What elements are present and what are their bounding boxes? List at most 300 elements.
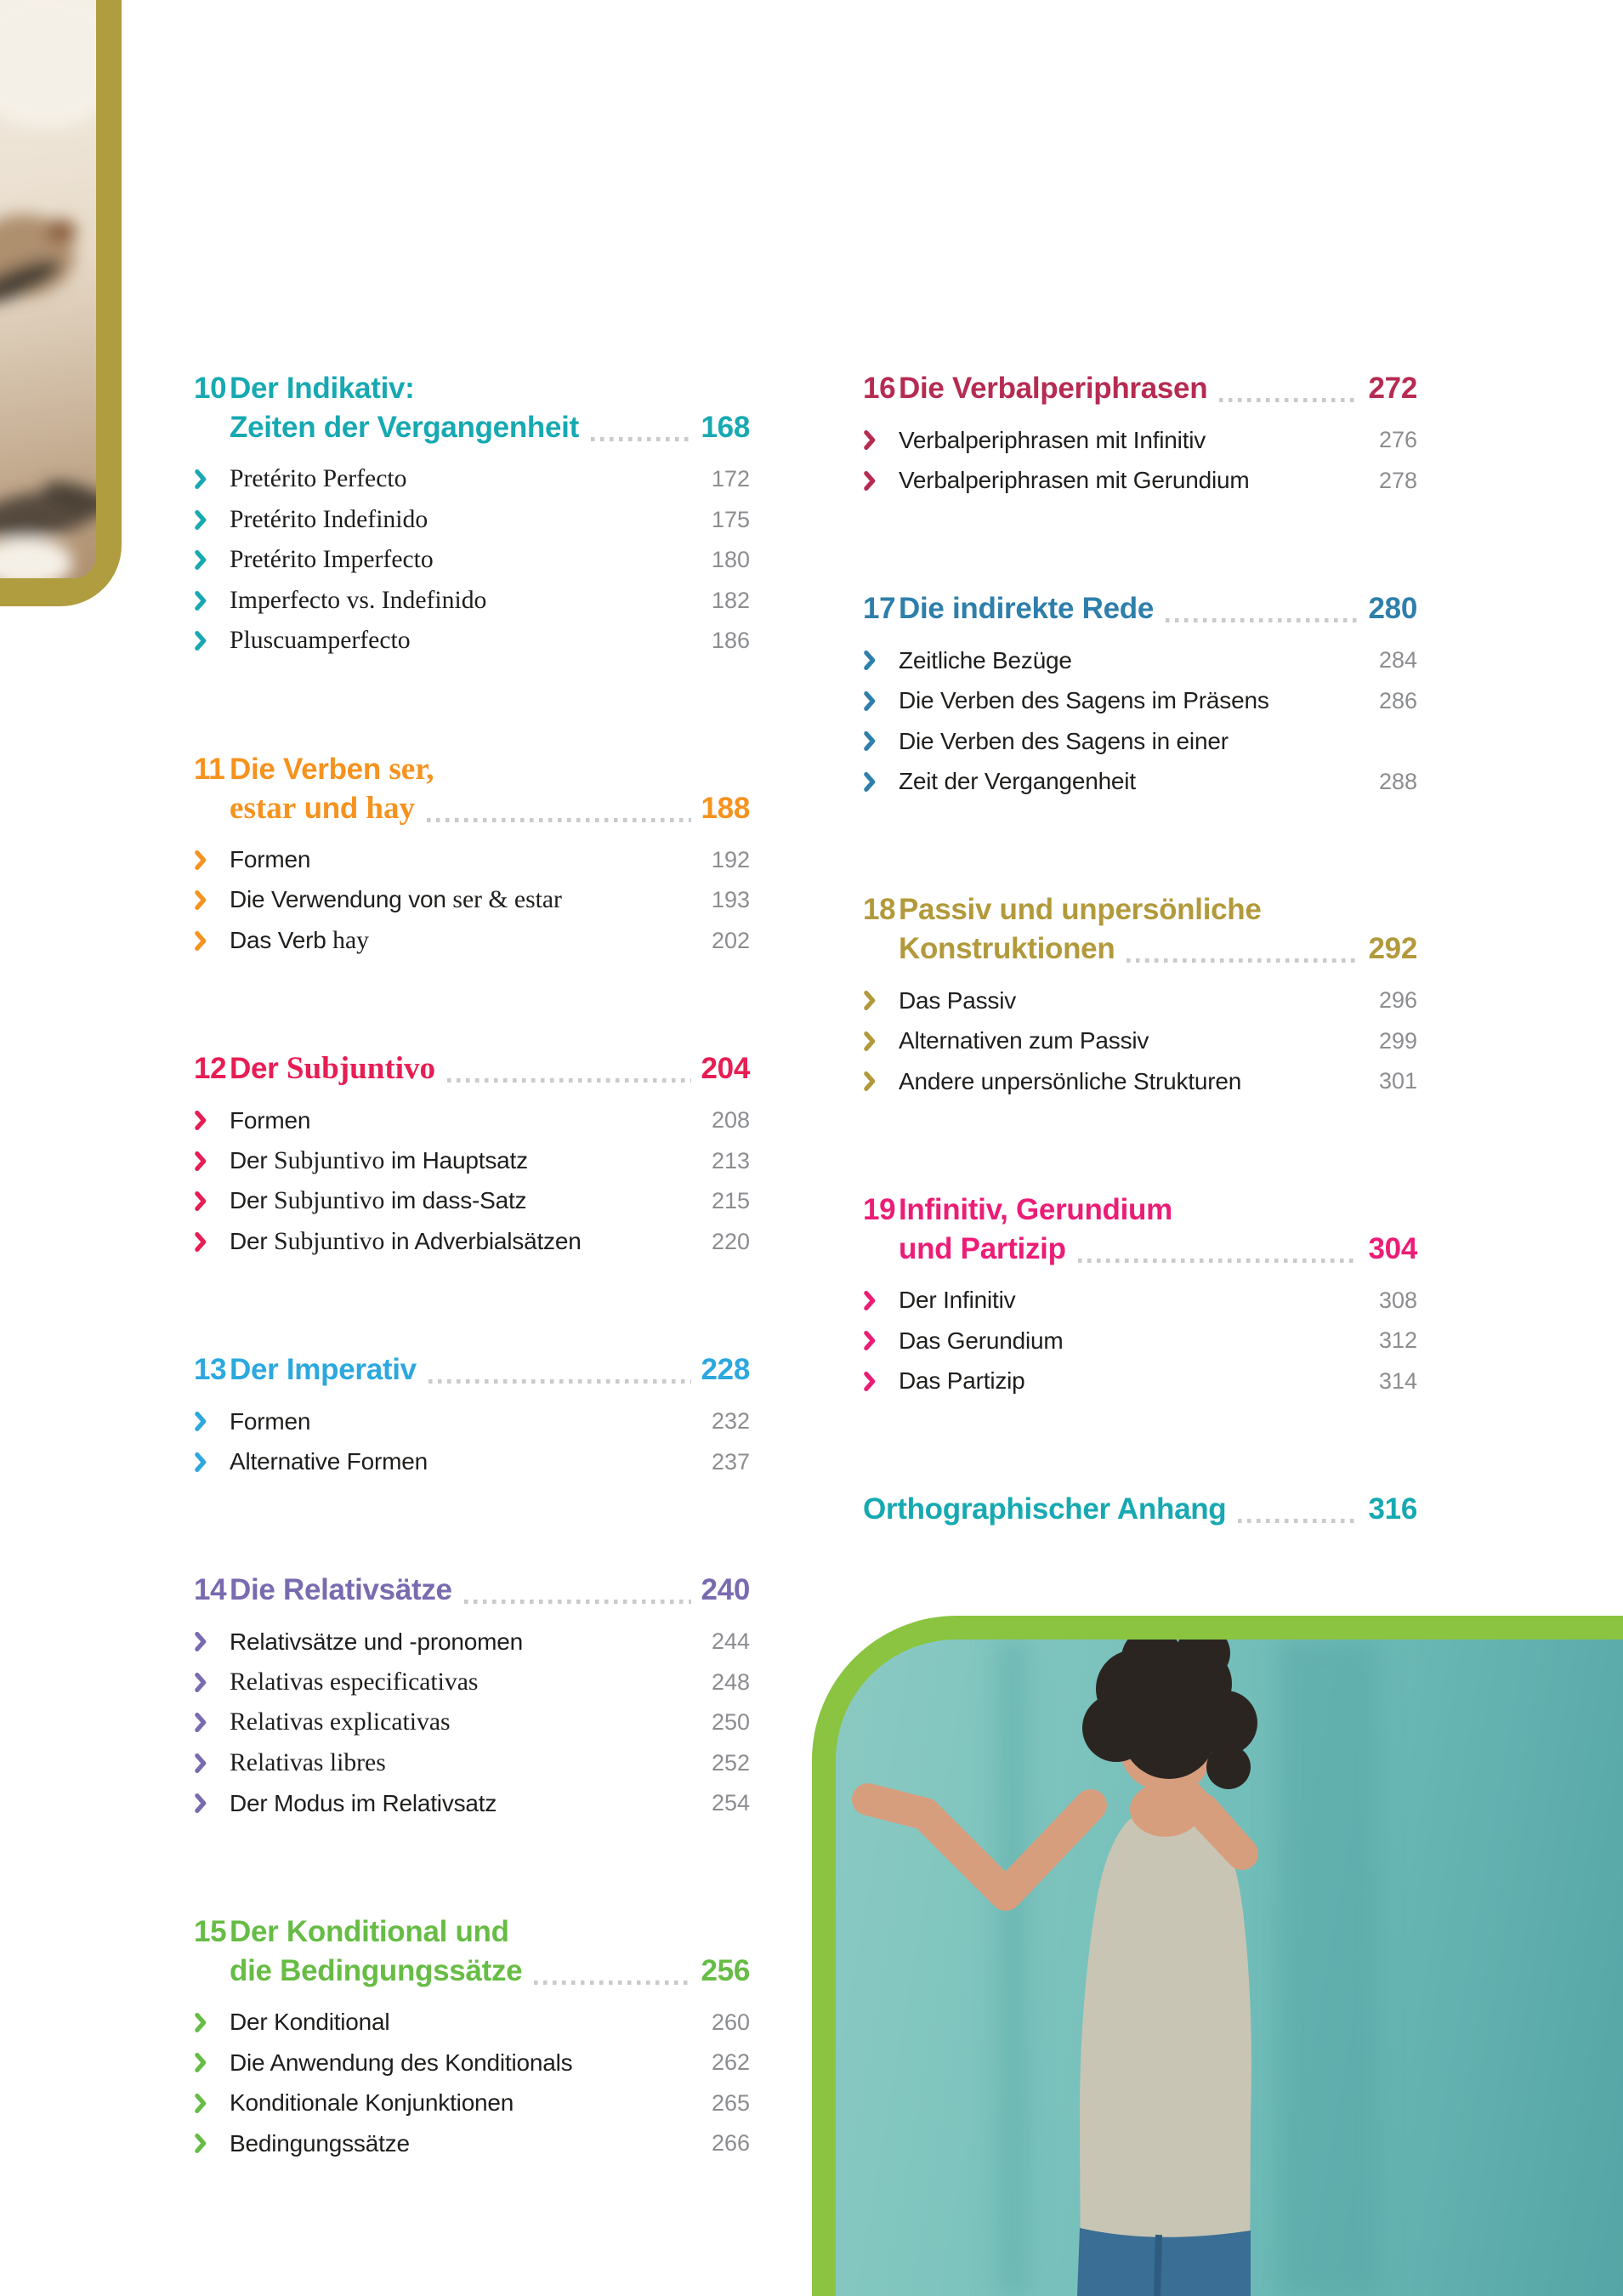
gold-frame: [0, 0, 122, 606]
chapter-page-number: 256: [701, 1953, 750, 1987]
chevron: [194, 510, 230, 530]
chapter-page-number: 316: [1368, 1492, 1417, 1526]
toc-section-11: [194, 750, 750, 962]
chevron-icon: [863, 731, 876, 751]
toc-column-right: [863, 369, 1417, 1617]
chapter-title-text: Die indirekte Rede: [899, 592, 1154, 625]
entry-label-text: Verbalperiphrasen mit Gerundium: [899, 467, 1250, 494]
chapter-number: 19: [863, 1192, 896, 1226]
chapter-title: [899, 369, 1207, 408]
entry-label: [899, 1068, 1379, 1095]
entry-label-text: Pretérito Perfecto: [230, 465, 407, 493]
chevron-icon: [863, 1031, 876, 1051]
chevron: [863, 1071, 899, 1091]
chevron: [863, 1031, 899, 1051]
chapter-title-text: Konstruktionen: [899, 932, 1115, 965]
dotted-leader: [1219, 398, 1358, 402]
entry-label-text: Formen: [230, 1106, 311, 1134]
chevron-icon: [194, 931, 207, 951]
chapter-heading-line: [194, 1049, 750, 1088]
entry-label: [899, 687, 1379, 714]
toc-entry: [194, 880, 750, 921]
toc-entry: [194, 1222, 750, 1263]
chevron-icon: [194, 1793, 207, 1813]
entry-label: [899, 647, 1379, 674]
photo-man-facepalm: [836, 1640, 1623, 2296]
chapter-page-number: 292: [1368, 932, 1417, 965]
toc-section-14: [194, 1571, 750, 1824]
entry-label-text: Der: [230, 1227, 275, 1254]
chevron: [863, 731, 899, 751]
entry-page-number: 220: [711, 1228, 750, 1254]
chevron-icon: [863, 1372, 876, 1391]
chevron-icon: [863, 471, 876, 491]
chevron: [194, 1151, 230, 1171]
entry-label: [230, 2089, 712, 2117]
chapter-title-text: Die Relativsätze: [230, 1573, 452, 1606]
entry-label-text: Pretérito Indefinido: [230, 505, 428, 533]
chevron-icon: [863, 430, 876, 450]
toc-section-10: [194, 369, 750, 662]
chapter-title-text: Subjuntivo: [286, 1051, 436, 1086]
chevron-icon: [194, 2134, 207, 2153]
chapter-heading-line: [194, 1350, 750, 1390]
toc-entry: [194, 1743, 750, 1784]
entry-label: [230, 1107, 712, 1134]
toc-section-12: [194, 1049, 750, 1262]
entry-page-number: 248: [711, 1668, 750, 1695]
chapter-heading-line: [863, 369, 1417, 408]
chevron: [194, 1191, 230, 1211]
chapter-number: 16: [863, 372, 896, 405]
toc-entry: [863, 762, 1417, 803]
entry-label: [230, 506, 712, 534]
chapter-title: [230, 789, 415, 828]
entry-page-number: 308: [1378, 1287, 1417, 1313]
chevron-icon: [194, 1232, 207, 1252]
chapter-number: 14: [194, 1573, 227, 1606]
toc-entry: [863, 1361, 1417, 1402]
chevron: [194, 1673, 230, 1692]
toc-entry-list: [863, 420, 1417, 501]
chevron-icon: [863, 1071, 876, 1091]
entry-label: [899, 728, 1417, 755]
toc-entry: [194, 1442, 750, 1483]
chapter-heading-line: [863, 1490, 1417, 1529]
chevron: [863, 772, 899, 792]
chapter-heading-line: [194, 1571, 750, 1610]
entry-label: [230, 2009, 712, 2036]
entry-page-number: 237: [711, 1448, 750, 1475]
entry-label-text: Der Infinitiv: [899, 1287, 1016, 1314]
entry-label-text: Konditionale Konjunktionen: [230, 2089, 514, 2117]
chevron: [194, 931, 230, 951]
entry-label: [230, 627, 712, 655]
dotted-leader: [534, 1981, 690, 1985]
dotted-leader: [427, 818, 690, 822]
entry-page-number: 288: [1378, 768, 1417, 794]
entry-label: [230, 927, 712, 955]
entry-label-text: Alternative Formen: [230, 1448, 428, 1475]
chevron: [194, 850, 230, 870]
entry-label: [230, 1408, 712, 1435]
entry-label: [230, 2130, 712, 2157]
entry-label-text: Bedingungssätze: [230, 2129, 410, 2157]
chapter-heading-line: [863, 589, 1417, 628]
entry-page-number: 215: [711, 1188, 750, 1214]
entry-page-number: 202: [711, 927, 750, 953]
entry-label-text: Das Partizip: [899, 1367, 1025, 1395]
entry-label-text: im Hauptsatz: [384, 1146, 528, 1174]
chapter-title: [230, 750, 434, 789]
entry-label-text: Die Anwendung des Konditionals: [230, 2049, 573, 2076]
entry-label: [899, 1287, 1379, 1314]
chevron: [194, 1412, 230, 1431]
chevron-icon: [194, 2094, 207, 2113]
entry-label: [230, 1749, 712, 1777]
chapter-title-text: und: [296, 791, 366, 825]
chevron: [194, 2134, 230, 2153]
entry-label-text: ser & estar: [452, 886, 562, 914]
entry-label: [899, 768, 1379, 795]
entry-label-text: Das Verb: [230, 926, 333, 953]
toc-entry: [863, 1061, 1417, 1102]
chevron-icon: [863, 991, 876, 1010]
entry-page-number: 172: [711, 466, 750, 492]
chapter-number: 13: [194, 1353, 227, 1386]
toc-entry: [194, 621, 750, 662]
toc-entry: [863, 980, 1417, 1021]
entry-label-text: Subjuntivo: [274, 1187, 385, 1215]
entry-label: [230, 1448, 712, 1475]
entry-label: [899, 987, 1379, 1014]
toc-entry: [194, 921, 750, 962]
chevron: [863, 1372, 899, 1391]
toc-entry-list: [194, 840, 750, 962]
dotted-leader: [591, 437, 691, 441]
chevron-icon: [194, 1191, 207, 1211]
chapter-page-number: 204: [701, 1052, 750, 1085]
entry-label-text: Der: [230, 1146, 275, 1174]
entry-label-text: Pluscuamperfecto: [230, 627, 411, 655]
entry-page-number: 254: [711, 1790, 750, 1816]
entry-label-text: Relativas libres: [230, 1748, 386, 1776]
chevron-icon: [194, 1713, 207, 1732]
chapter-title: [230, 1571, 452, 1610]
entry-page-number: 296: [1378, 987, 1417, 1014]
chapter-heading-line: [194, 408, 750, 447]
chevron-icon: [863, 1331, 876, 1350]
chapter-title: [230, 1049, 435, 1088]
entry-label: [899, 1027, 1379, 1054]
toc-entry: [194, 1702, 750, 1743]
dotted-leader: [1238, 1519, 1358, 1523]
toc-entry: [194, 2083, 750, 2124]
toc-section-15: [194, 1912, 750, 2164]
toc-column-left: [194, 369, 750, 2253]
chapter-number: 18: [863, 893, 896, 926]
chapter-page-number: 168: [701, 411, 750, 444]
dotted-leader: [428, 1379, 691, 1384]
entry-label: [230, 587, 712, 615]
chevron-icon: [194, 1452, 207, 1472]
entry-label-text: hay: [332, 926, 369, 954]
entry-label: [230, 1790, 712, 1817]
toc-entry: [194, 459, 750, 500]
toc-entry: [863, 640, 1417, 681]
chapter-heading-line: [863, 1230, 1417, 1269]
entry-page-number: 299: [1378, 1027, 1417, 1054]
chevron: [194, 550, 230, 570]
entry-page-number: 278: [1378, 467, 1417, 493]
chapter-heading-line: [194, 1952, 750, 1991]
entry-page-number: 213: [711, 1147, 750, 1174]
chapter-title: [230, 408, 579, 447]
entry-label: [899, 1367, 1379, 1395]
toc-entry: [194, 540, 750, 581]
chevron: [863, 991, 899, 1010]
chapter-number: 12: [194, 1052, 227, 1085]
toc-entry: [194, 2003, 750, 2043]
entry-page-number: 208: [711, 1107, 750, 1134]
entry-page-number: 180: [711, 547, 750, 573]
chevron: [863, 430, 899, 450]
chevron: [194, 591, 230, 611]
entry-page-number: 175: [711, 506, 750, 532]
chapter-title-text: Die Verben: [230, 752, 389, 786]
chevron-icon: [194, 1632, 207, 1651]
chapter-number: 15: [194, 1914, 227, 1948]
entry-label: [230, 846, 712, 873]
entry-label: [230, 2049, 712, 2077]
entry-label-text: Die Verben des Sagens in einer: [899, 727, 1229, 754]
chapter-title-text: Der: [230, 1052, 287, 1085]
chevron: [194, 1713, 230, 1732]
jeans: [1077, 2228, 1251, 2296]
entry-label-text: Das Passiv: [899, 986, 1017, 1014]
toc-entry-list: [194, 2003, 750, 2164]
chevron-icon: [194, 2053, 207, 2072]
chapter-heading-line: [194, 369, 750, 408]
chapter-page-number: 280: [1368, 592, 1417, 625]
chapter-title-text: Zeiten der Vergangenheit: [230, 411, 579, 444]
entry-label: [230, 1187, 712, 1215]
entry-label-text: Der Modus im Relativsatz: [230, 1789, 497, 1816]
toc-entry: [194, 1401, 750, 1442]
chapter-heading-line: [863, 1191, 1417, 1230]
entry-page-number: 266: [711, 2130, 750, 2157]
chapter-title: [899, 929, 1115, 969]
entry-page-number: 284: [1378, 647, 1417, 673]
chapter-page-number: 240: [701, 1573, 750, 1606]
photo-fragment-top-left: [0, 0, 96, 578]
entry-label-text: Der: [230, 1187, 275, 1214]
chapter-title-text: Die Verbalperiphrasen: [899, 372, 1208, 405]
chevron-icon: [194, 890, 207, 910]
entry-label-text: in Adverbialsätzen: [384, 1227, 582, 1254]
entry-label-text: Das Gerundium: [899, 1327, 1064, 1354]
toc-entry-list: [194, 1401, 750, 1482]
toc-entry: [863, 1321, 1417, 1361]
entry-page-number: 276: [1378, 427, 1417, 453]
toc-entry-list: [194, 1622, 750, 1824]
chapter-title-text: die Bedingungssätze: [230, 1953, 523, 1987]
entry-page-number: 312: [1378, 1327, 1417, 1354]
toc-entry: [194, 500, 750, 541]
pointing-arm: [868, 1799, 1091, 1895]
entry-label-text: Relativas especificativas: [230, 1668, 479, 1696]
entry-label: [899, 1327, 1379, 1355]
toc-section-18: [863, 890, 1417, 1102]
entry-page-number: 262: [711, 2049, 750, 2076]
entry-label: [230, 1628, 712, 1656]
entry-page-number: 186: [711, 628, 750, 654]
entry-page-number: 182: [711, 587, 750, 613]
entry-label-text: Subjuntivo: [274, 1227, 385, 1255]
toc-entry-list: [863, 1281, 1417, 1402]
toc-entry: [863, 420, 1417, 461]
entry-page-number: 252: [711, 1749, 750, 1776]
chevron-icon: [194, 1753, 207, 1773]
chapter-page-number: 228: [701, 1353, 750, 1386]
chapter-title: [863, 1490, 1226, 1529]
toc-entry: [194, 1181, 750, 1222]
chapter-title-text: Der Konditional und: [230, 1914, 509, 1948]
chevron: [194, 469, 230, 489]
entry-label: [230, 1668, 712, 1696]
chapter-title-text: ser,: [389, 751, 434, 787]
entry-label-text: Zeitliche Bezüge: [899, 646, 1072, 673]
chapter-heading-line: [194, 1912, 750, 1952]
entry-label-text: Formen: [230, 1407, 311, 1435]
chapter-heading-line: [863, 929, 1417, 969]
chapter-heading-line: [194, 789, 750, 828]
dotted-leader: [447, 1078, 690, 1083]
entry-label-text: Die Verwendung von: [230, 886, 453, 913]
curly-hair: [1082, 1640, 1257, 1789]
toc-entry: [863, 721, 1417, 762]
chapter-title: [899, 1230, 1066, 1269]
chevron: [194, 1232, 230, 1252]
chevron: [194, 1111, 230, 1130]
entry-label: [230, 1228, 712, 1256]
entry-page-number: 193: [711, 887, 750, 913]
toc-entry: [194, 1622, 750, 1662]
dotted-leader: [1078, 1259, 1359, 1263]
chapter-heading-line: [863, 890, 1417, 929]
toc-section-anhang: [863, 1490, 1417, 1529]
chevron-icon: [194, 2013, 207, 2032]
chevron-icon: [194, 510, 207, 530]
entry-page-number: 265: [711, 2089, 750, 2116]
entry-label-text: Formen: [230, 846, 311, 873]
toc-section-19: [863, 1191, 1417, 1402]
entry-label-text: Der Konditional: [230, 2009, 390, 2036]
chevron: [194, 890, 230, 910]
entry-label-text: Relativsätze und -pronomen: [230, 1628, 523, 1655]
entry-label-text: im dass-Satz: [384, 1187, 527, 1214]
entry-page-number: 260: [711, 2009, 750, 2035]
entry-label-text: Andere unpersönliche Strukturen: [899, 1067, 1242, 1094]
chevron: [194, 631, 230, 651]
chapter-title-text: Der Imperativ: [230, 1353, 417, 1386]
entry-page-number: 286: [1378, 687, 1417, 713]
entry-label-text: Pretérito Imperfecto: [230, 546, 434, 574]
toc-entry: [194, 1141, 750, 1182]
chapter-number: 10: [194, 372, 227, 405]
chapter-title-text: Orthographischer Anhang: [863, 1492, 1227, 1526]
chevron: [863, 1331, 899, 1350]
entry-page-number: 250: [711, 1709, 750, 1736]
chevron: [194, 1753, 230, 1773]
toc-entry: [194, 2043, 750, 2083]
chapter-title-text: estar: [230, 790, 297, 826]
chapter-title-text: und Partizip: [899, 1231, 1066, 1265]
entry-label: [230, 1147, 712, 1175]
entry-label: [899, 427, 1379, 454]
chevron: [194, 2013, 230, 2032]
toc-entry: [194, 1100, 750, 1141]
entry-label: [230, 465, 712, 493]
chapter-title: [899, 1191, 1172, 1230]
toc-entry: [194, 2123, 750, 2164]
chapter-title: [230, 369, 415, 408]
toc-entry-list: [194, 1100, 750, 1262]
chevron: [863, 471, 899, 491]
chevron-icon: [194, 1151, 207, 1171]
chapter-title-text: Der Indikativ:: [230, 372, 415, 405]
toc-entry-list: [194, 459, 750, 662]
chevron-icon: [194, 631, 207, 651]
toc-entry: [194, 1662, 750, 1703]
toc-section-17: [863, 589, 1417, 802]
entry-page-number: 232: [711, 1408, 750, 1435]
entry-label: [230, 886, 712, 914]
toc-section-13: [194, 1350, 750, 1482]
chapter-title-text: Passiv und unpersönliche: [899, 893, 1262, 926]
chapter-title: [899, 890, 1262, 929]
toc-entry: [863, 461, 1417, 502]
chapter-page-number: 304: [1368, 1231, 1417, 1265]
chapter-heading-line: [194, 750, 750, 789]
chapter-number: 17: [863, 592, 896, 625]
entry-label: [899, 467, 1379, 494]
chapter-title: [899, 589, 1154, 628]
chevron: [863, 691, 899, 711]
dotted-leader: [1126, 958, 1358, 963]
toc-entry: [863, 1021, 1417, 1062]
chevron: [194, 1793, 230, 1813]
chevron-icon: [194, 850, 207, 870]
chapter-number: 11: [194, 752, 225, 786]
chevron-icon: [863, 1291, 876, 1310]
toc-entry: [863, 1281, 1417, 1321]
chevron-icon: [863, 691, 876, 711]
dotted-leader: [464, 1600, 691, 1604]
chapter-title: [230, 1952, 522, 1991]
chevron: [863, 1291, 899, 1310]
entry-label-text: Zeit der Vergangenheit: [899, 768, 1136, 795]
entry-page-number: 244: [711, 1628, 750, 1655]
photo-fragment-art: [0, 0, 96, 578]
entry-label: [230, 546, 712, 574]
tank-top: [1080, 1811, 1251, 2296]
chapter-page-number: 272: [1368, 372, 1417, 405]
green-frame: [812, 1616, 1623, 2296]
entry-label-text: Alternativen zum Passiv: [899, 1027, 1149, 1054]
chapter-page-number: 188: [701, 791, 750, 825]
chapter-title: [230, 1912, 509, 1952]
